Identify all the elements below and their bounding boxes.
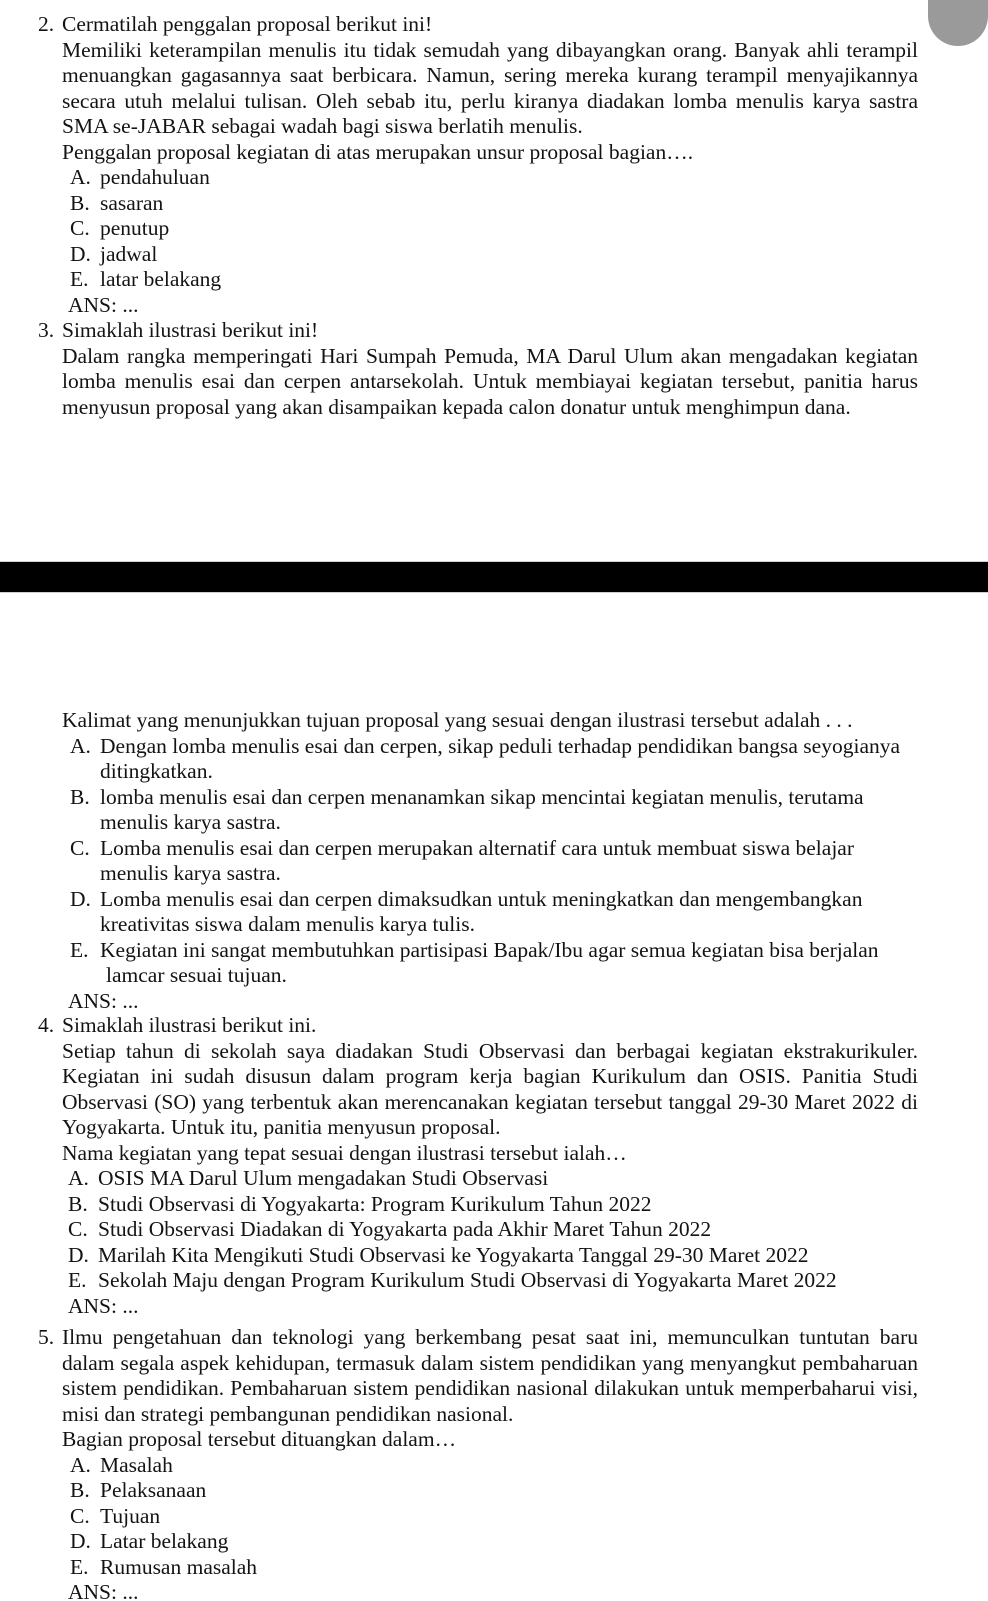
option-label: C.	[70, 1503, 90, 1528]
option-item[interactable]	[0, 734, 988, 785]
option-list	[0, 165, 988, 293]
option-item[interactable]	[0, 242, 988, 268]
question-stem: Kalimat yang menunjukkan tujuan proposal yang sesuai dengan ilustrasi tersebut adalah . . .	[62, 708, 853, 732]
option-label: A.	[70, 165, 91, 189]
option-item[interactable]	[0, 216, 988, 242]
option-label: D.	[70, 886, 91, 911]
question-number: 4.	[38, 1013, 55, 1037]
question-title: Simaklah ilustrasi berikut ini.	[62, 1013, 317, 1037]
option-text: Latar belakang	[100, 1529, 229, 1553]
option-label: E.	[68, 1268, 87, 1292]
option-text: Kegiatan ini sangat membutuhkan partisipasi Bapak/Ibu agar semua kegiatan bisa berjalan	[100, 937, 879, 962]
question-heading	[0, 1325, 988, 1427]
option-item[interactable]	[0, 165, 988, 191]
option-label: B.	[68, 1191, 88, 1216]
option-item[interactable]	[0, 1243, 988, 1269]
option-item[interactable]	[0, 1529, 988, 1555]
option-text: Studi Observasi Diadakan di Yogyakarta pada Akhir Maret Tahun 2022	[98, 1217, 712, 1241]
option-text: Masalah	[100, 1452, 173, 1477]
option-item[interactable]	[0, 836, 988, 887]
question-block-5	[0, 1325, 988, 1601]
option-item[interactable]	[0, 1192, 988, 1218]
answer-line: ANS: ...	[68, 1293, 139, 1318]
question-passage: Dalam rangka memperingati Hari Sumpah Pemuda, MA Darul Ulum akan mengadakan kegiatan lomba menulis esai dan cerpen antarsekolah. Untuk membiayai kegiatan tersebut, panitia harus menyusun proposal yang akan disampaikan kepada calon donatur untuk menghimpun dana.	[62, 343, 918, 419]
option-label: E.	[70, 937, 89, 962]
option-text: pendahuluan	[100, 165, 210, 189]
option-text: Sekolah Maju dengan Program Kurikulum Studi Observasi di Yogyakarta Maret 2022	[98, 1268, 837, 1292]
option-text: Tujuan	[100, 1503, 161, 1528]
question-stem: Bagian proposal tersebut dituangkan dalam…	[62, 1427, 457, 1451]
option-item[interactable]	[0, 267, 988, 293]
question-number: 3.	[38, 318, 55, 342]
option-item[interactable]	[0, 1453, 988, 1479]
question-passage: Setiap tahun di sekolah saya diadakan Studi Observasi dan berbagai kegiatan ekstrakurikuler. Kegiatan ini sudah disusun dalam program kerja bagian Kurikulum dan OSIS. Panitia Studi Observasi (SO) yang terbentuk akan merencanakan kegiatan tersebut tanggal 29-30 Maret 2022 di Yogyakarta. Untuk itu, panitia menyusun proposal.	[62, 1038, 918, 1139]
question-stem: Nama kegiatan yang tepat sesuai dengan ilustrasi tersebut ialah…	[62, 1140, 627, 1165]
option-text: Rumusan masalah	[100, 1554, 258, 1579]
option-text: Pelaksanaan	[100, 1478, 207, 1502]
option-text-continued: menulis karya sastra.	[100, 810, 281, 834]
question-block-3-head	[0, 318, 988, 420]
answer-line: ANS: ...	[68, 1580, 139, 1601]
option-label: D.	[68, 1242, 89, 1267]
option-item[interactable]	[0, 1478, 988, 1504]
option-list	[0, 1166, 988, 1294]
question-block-3-body	[0, 708, 988, 1014]
option-label: E.	[70, 267, 89, 291]
question-block-2	[0, 12, 988, 318]
option-text-continued: kreativitas siswa dalam menulis karya tulis.	[100, 912, 475, 936]
answer-line: ANS: ...	[68, 988, 139, 1013]
option-label: E.	[70, 1554, 89, 1579]
option-text-continued: ditingkatkan.	[100, 759, 213, 783]
question-heading	[0, 12, 988, 38]
option-text: Lomba menulis esai dan cerpen merupakan alternatif cara untuk membuat siswa belajar	[100, 835, 854, 860]
option-label: C.	[70, 835, 90, 860]
question-block-4	[0, 1013, 988, 1319]
option-label: A.	[68, 1166, 89, 1190]
question-number: 2.	[38, 12, 55, 36]
page-separator-band	[0, 561, 988, 593]
option-text: penutup	[100, 216, 170, 240]
option-item[interactable]	[0, 191, 988, 217]
option-item[interactable]	[0, 785, 988, 836]
question-title: Simaklah ilustrasi berikut ini!	[62, 318, 319, 342]
option-text: Dengan lomba menulis esai dan cerpen, sikap peduli terhadap pendidikan bangsa seyogianya	[100, 733, 901, 758]
question-title: Cermatilah penggalan proposal berikut ini!	[62, 12, 433, 36]
question-number: 5.	[38, 1325, 55, 1349]
option-list	[0, 1453, 988, 1581]
option-text-continued: lamcar sesuai tujuan.	[106, 963, 287, 987]
option-text: Studi Observasi di Yogyakarta: Program Kurikulum Tahun 2022	[98, 1191, 652, 1216]
option-label: B.	[70, 190, 90, 215]
option-label: C.	[70, 216, 90, 240]
option-text-continued: menulis karya sastra.	[100, 861, 281, 885]
option-label: C.	[68, 1217, 88, 1241]
option-text: lomba menulis esai dan cerpen menanamkan sikap mencintai kegiatan menulis, terutama	[100, 784, 864, 809]
option-text: OSIS MA Darul Ulum mengadakan Studi Observasi	[98, 1166, 549, 1190]
option-label: B.	[70, 1478, 90, 1502]
option-item[interactable]	[0, 1268, 988, 1294]
option-item[interactable]	[0, 887, 988, 938]
option-text: latar belakang	[100, 267, 222, 291]
option-item[interactable]	[0, 938, 988, 989]
question-heading	[0, 318, 988, 344]
option-item[interactable]	[0, 1217, 988, 1243]
question-passage: Memiliki keterampilan menulis itu tidak semudah yang dibayangkan orang. Banyak ahli terampil menuangkan gagasannya saat berbicara. Namun, sering mereka kurang terampil menyajikannya secara utuh melalui tulisan. Oleh sebab itu, perlu kiranya diadakan lomba menulis karya sastra SMA se-JABAR sebagai wadah bagi siswa berlatih menulis.	[62, 37, 918, 138]
option-label: A.	[70, 1452, 91, 1477]
question-stem: Penggalan proposal kegiatan di atas merupakan unsur proposal bagian….	[62, 139, 694, 164]
option-label: A.	[70, 733, 91, 758]
option-item[interactable]	[0, 1504, 988, 1530]
answer-line: ANS: ...	[68, 292, 139, 317]
option-text: sasaran	[100, 190, 164, 215]
question-heading	[0, 1013, 988, 1039]
option-text: jadwal	[100, 241, 158, 266]
option-label: D.	[70, 1529, 91, 1553]
question-title: Ilmu pengetahuan dan teknologi yang berkembang pesat saat ini, memunculkan tuntutan baru dalam segala aspek kehidupan, termasuk dalam sistem pendidikan yang menyangkut pembaharuan sistem pendidikan. Pembaharuan sistem pendidikan nasional dilakukan untuk memperbaharui visi, misi dan strategi pembangunan pendidikan nasional.	[62, 1325, 918, 1426]
option-item[interactable]	[0, 1166, 988, 1192]
option-label: B.	[70, 784, 90, 809]
option-text: Marilah Kita Mengikuti Studi Observasi ke Yogyakarta Tanggal 29-30 Maret 2022	[98, 1242, 809, 1267]
option-list	[0, 734, 988, 989]
option-text: Lomba menulis esai dan cerpen dimaksudkan untuk meningkatkan dan mengembangkan	[100, 886, 863, 911]
option-item[interactable]	[0, 1555, 988, 1581]
option-label: D.	[70, 241, 91, 266]
